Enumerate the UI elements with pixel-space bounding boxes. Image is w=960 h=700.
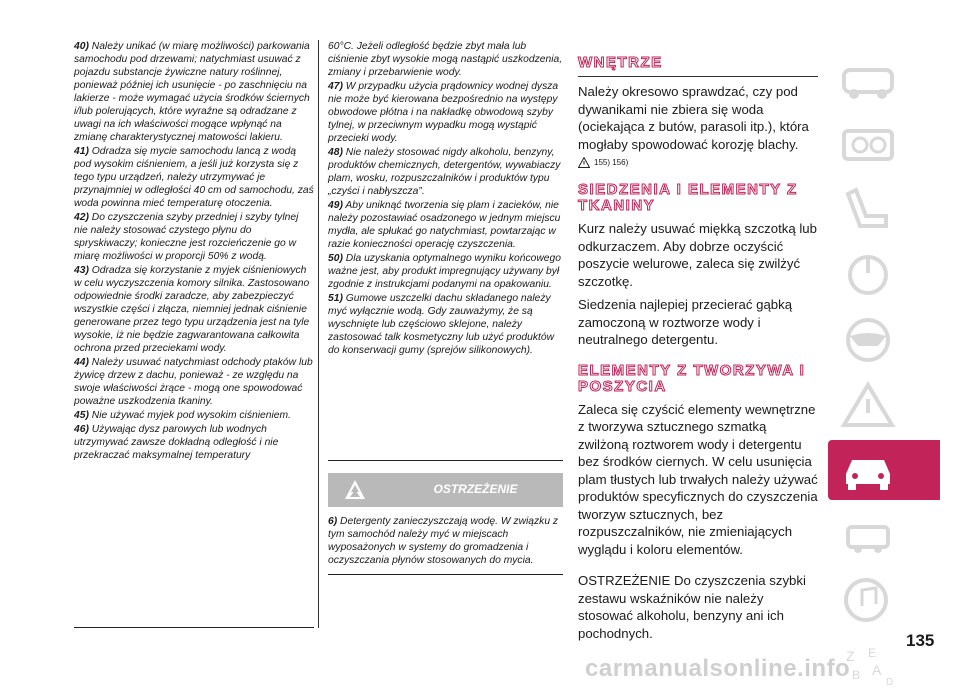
footnote bbox=[74, 145, 314, 210]
note-text: Używając dysz parowych lub wodnych utrzymywać zawsze dokładną odległość i nie przekraczać maksymalnej temperatury bbox=[74, 424, 279, 461]
tree-warning-icon bbox=[344, 479, 366, 501]
warning-banner-label: OSTRZEŻENIE bbox=[433, 482, 518, 496]
note-text: W przypadku użycia prądownicy wodnej dysza nie może być kierowana bezpośrednio na występy obwodowe płótna i na nakładkę obwodową szyby tylnej, w przeciwnym wypadku mogą wystąpić przecieki wody. bbox=[328, 81, 559, 144]
note-number: 51) bbox=[328, 293, 343, 304]
note-text: Odradza się korzystanie z myjek ciśnieniowych w celu wyczyszczenia komory silnika. Zastosowano odpowiednie środki zaradcze, aby zabezpieczyć wszystkie części i złącza, niemniej jednak ciśnienie generowane przez tego typu urządzenia jest na tyle wysokie, iż nie będzie zagwarantowana całkowita ochrona przed przeciekami wody. bbox=[74, 265, 310, 354]
sidebar-item-multimedia[interactable] bbox=[828, 570, 948, 630]
notes-column-1 bbox=[74, 40, 314, 628]
sidebar-item-car-overview[interactable] bbox=[828, 50, 948, 110]
note-text: Nie należy stosować nigdy alkoholu, benzyny, produktów chemicznych, detergentów, wywabiaczy plam, wosku, rozpuszczalników i produktów typu „czyści i nabłyszcza”. bbox=[328, 147, 561, 197]
warning-note bbox=[328, 515, 563, 575]
svg-text:E: E bbox=[868, 646, 877, 660]
chapter-sidebar bbox=[828, 50, 948, 700]
multimedia-icon bbox=[838, 576, 898, 624]
main-content-column bbox=[578, 40, 818, 648]
column-separator bbox=[318, 40, 319, 628]
note-number: 42) bbox=[74, 212, 89, 223]
sidebar-item-starting[interactable] bbox=[828, 245, 948, 305]
section-heading-plastic: ELEMENTY Z TWORZYWA I POSZYCIA bbox=[578, 361, 806, 395]
technical-data-icon bbox=[838, 511, 898, 559]
note-text: Należy unikać (w miarę możliwości) parkowania samochodu pod drzewami; natychmiast usuwać z pojazdu substancje żywiczne natury roślinnej, ponieważ później ich usunięcie - po zaschnięciu na lakierze - może wymagać użycia środków ściernych i/lub polerujących, które wyraźne są odradzane z uwagi na ich właściwości mogące wpłynąć na zmianę charakterystycznej matowości lakieru. bbox=[74, 41, 310, 143]
paragraph: Należy okresowo sprawdzać, czy pod dywanikami nie zbiera się woda (ociekająca z butów, parasoli itp.), która mogłaby spowodować korozję blachy. bbox=[578, 84, 809, 152]
footnote bbox=[328, 252, 563, 291]
sidebar-item-seats[interactable] bbox=[828, 180, 948, 240]
footnote bbox=[328, 199, 563, 251]
footnote bbox=[328, 292, 563, 357]
starting-icon bbox=[838, 251, 898, 299]
footnote bbox=[74, 264, 314, 355]
footnote bbox=[328, 146, 563, 198]
note-number: 47) bbox=[328, 81, 343, 92]
page-number: 135 bbox=[906, 631, 935, 650]
note-number: 50) bbox=[328, 253, 343, 264]
footnote bbox=[74, 356, 314, 408]
note-text: Aby uniknąć tworzenia się plam i zacieków, nie należy pozostawiać osadzonego w jednym miejscu mydła, ale spłukać go natychmiast, powtarzając w razie konieczności operację czyszczenia. bbox=[328, 200, 561, 250]
reference-marks bbox=[578, 157, 818, 168]
footnote bbox=[74, 211, 314, 263]
footnote bbox=[328, 80, 563, 145]
sidebar-item-maintenance[interactable] bbox=[828, 440, 940, 500]
note-text: Detergenty zanieczyszczają wodę. W związku z tym samochód należy myć w miejscach wyposażonych w systemy do gromadzenia i oczyszczania płynów stosowanych do mycia. bbox=[328, 516, 559, 566]
note-text: Gumowe uszczelki dachu składanego należy myć wyłącznie wodą. Gdy zauważymy, że są wyschnięte lub częściowo sklejone, należy zastosować talk kosmetyczny lub użyć produktów do konserwacji gumy (sprejów silikonowych). bbox=[328, 293, 555, 356]
note-number: 40) bbox=[74, 41, 89, 52]
svg-text:Z: Z bbox=[846, 648, 855, 664]
note-number: 6) bbox=[328, 516, 338, 527]
note-continuation: 60°C. Jeżeli odległość będzie zbyt mała lub ciśnienie zbyt wysokie mogą nastąpić uszkodzenia, zmiany i przebarwienie wody. bbox=[328, 41, 563, 78]
car-maintenance-icon bbox=[838, 446, 898, 494]
sidebar-item-technical-data[interactable] bbox=[828, 505, 948, 565]
notes-column-2 bbox=[328, 40, 563, 575]
section-heading-seats: SIEDZENIA I ELEMENTY Z TKANINY bbox=[578, 181, 798, 214]
note-number: 43) bbox=[74, 265, 89, 276]
notes-block bbox=[328, 40, 563, 461]
reference-numbers: 155) 156) bbox=[594, 158, 629, 167]
footnote bbox=[74, 40, 314, 144]
seat-icon bbox=[838, 186, 898, 234]
emergency-icon bbox=[838, 381, 898, 429]
paragraph: Siedzenia najlepiej przecierać gąbką zamoczoną w roztworze wody i neutralnego detergentu. bbox=[578, 297, 793, 347]
paragraph: OSTRZEŻENIE Do czyszczenia szybki zestawu wskaźników nie należy stosować alkoholu, benzyny ani ich pochodnych. bbox=[578, 573, 806, 641]
warning-banner bbox=[328, 473, 563, 507]
car-overview-icon bbox=[838, 56, 898, 104]
note-text: Dla uzyskania optymalnego wyniku końcowego ważne jest, aby produkt impregnujący używany był zgodnie z instrukcjami podanymi na opakowaniu. bbox=[328, 253, 561, 290]
sidebar-item-dashboard[interactable] bbox=[828, 115, 948, 175]
section-heading-wnetrze: WNĘTRZE bbox=[578, 55, 818, 77]
paragraph: Zaleca się czyścić elementy wewnętrzne z tworzywa sztucznego szmatką zwilżoną roztworem wody i detergentu bez środków ciernych. W celu usunięcia plam tłustych lub trwałych należy używać produktów specyficznych do czyszczenia tworzyw sztucznych, bez rozpuszczalników, nie zmieniających wyglądu i koloru elementów. bbox=[578, 401, 818, 557]
svg-text:B: B bbox=[852, 668, 861, 682]
warning-triangle-icon bbox=[578, 157, 590, 168]
paragraph: Kurz należy usuwać miękką szczotką lub odkurzaczem. Aby dobrze oczyścić poszycie welurowe, zaleca się zwilżyć szczotkę. bbox=[578, 221, 817, 289]
footnote bbox=[74, 409, 314, 422]
note-number: 45) bbox=[74, 410, 89, 421]
note-number: 49) bbox=[328, 200, 343, 211]
watermark: carmanualsonline.info bbox=[585, 655, 851, 682]
note-number: 44) bbox=[74, 357, 89, 368]
svg-text:A: A bbox=[872, 662, 882, 678]
sidebar-item-emergency[interactable] bbox=[828, 375, 948, 435]
note-text: Nie używać myjek pod wysokim ciśnieniem. bbox=[91, 410, 291, 421]
dashboard-icon bbox=[838, 121, 898, 169]
svg-text:D: D bbox=[886, 677, 894, 688]
note-text: Odradza się mycie samochodu lancą z wodą pod wysokim ciśnieniem, a jeśli już korzysta się z tego typu urządzeń, należy utrzymywać je przynajmniej w odległości 40 cm od samochodu, zaś woda powinna mieć temperaturę otoczenia. bbox=[74, 146, 314, 209]
note-text: Do czyszczenia szyby przedniej i szyby tylnej nie należy stosować czystego płynu do spryskiwaczy; konieczne jest rozcieńczenie go w miarę możliwości w proporcji 50% z wodą. bbox=[74, 212, 299, 262]
note-number: 41) bbox=[74, 146, 89, 157]
note-number: 48) bbox=[328, 147, 343, 158]
note-text: Należy usuwać natychmiast odchody ptaków lub żywicę drzew z dachu, ponieważ - ze względu na swoje właściwości żrące - mogą one spowodować poważne uszkodzenia tkaniny. bbox=[74, 357, 313, 407]
note-number: 46) bbox=[74, 424, 89, 435]
steering-wheel-icon bbox=[838, 316, 898, 364]
sidebar-item-steering[interactable] bbox=[828, 310, 948, 370]
footnote bbox=[74, 423, 314, 462]
